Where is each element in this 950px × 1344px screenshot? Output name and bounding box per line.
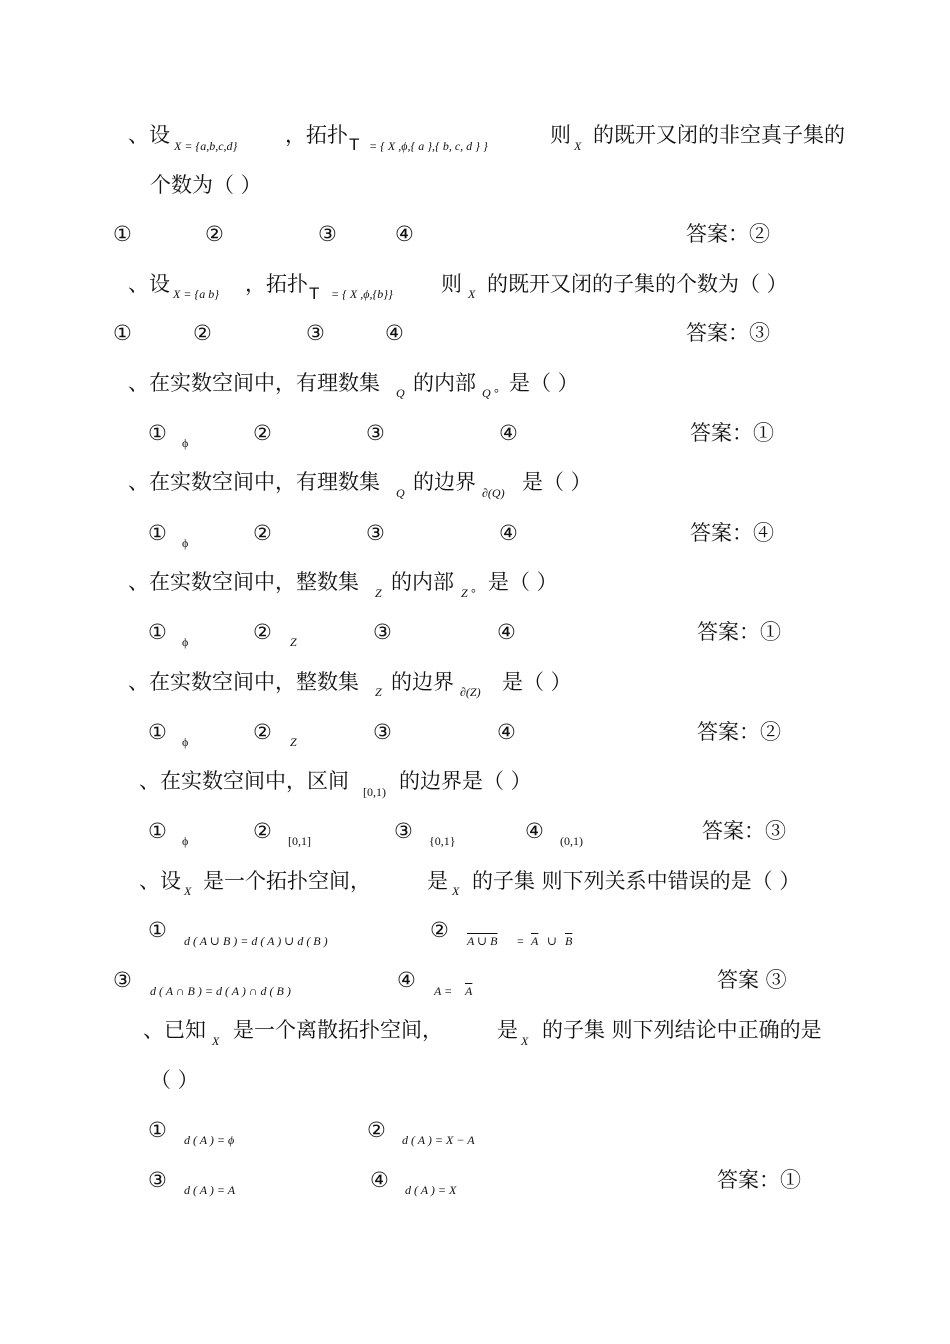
q4-option-2: ② (253, 521, 272, 545)
q4-boundary-label: 的边界 (413, 470, 476, 494)
q9-option-1-value: d ( A ) = ϕ (184, 1133, 235, 1147)
q5-text: 是（ ） (488, 570, 558, 594)
q2-option-1: ① (113, 321, 132, 345)
q9-option-4-value: d ( A ) = X (405, 1183, 457, 1197)
q5-interior: Z ° (461, 586, 476, 600)
q5-prefix: 、在实数空间中，整数集 (128, 570, 359, 594)
q1-option-1: ① (113, 222, 132, 246)
q8-option-4-lhs: A = (434, 984, 453, 998)
q6-option-3: ③ (373, 720, 392, 744)
q6-option-2: ② (253, 720, 272, 744)
q2-then: 则 (441, 272, 462, 296)
q6-option-1-value: ϕ (182, 735, 189, 749)
q1-option-2: ② (205, 222, 224, 246)
q8-option-2-closure-a: $\overline{A}$ (531, 934, 539, 948)
q6-z: Z (375, 685, 382, 699)
q4-answer: 答案：④ (690, 521, 774, 545)
q8-option-2-closure-union: A ∪ B (467, 934, 498, 948)
q9-option-4: ④ (370, 1168, 389, 1192)
q6-option-2-value: Z (290, 735, 297, 749)
q7-option-3: ③ (394, 819, 413, 843)
q9-option-2: ② (367, 1118, 386, 1142)
q4-option-1-value: ϕ (182, 536, 189, 550)
q9-line2: （ ） (150, 1068, 199, 1092)
q7-prefix: 、在实数空间中，区间 (139, 769, 349, 793)
q2-option-2: ② (193, 321, 212, 345)
q7-interval: [0,1) (363, 785, 386, 799)
q4-option-1: ① (148, 521, 167, 545)
q1-set: X = {a,b,c,d} (174, 139, 238, 153)
q6-prefix: 、在实数空间中，整数集 (128, 670, 359, 694)
q3-option-4: ④ (499, 421, 518, 445)
q3-interior: Q ° (482, 386, 499, 400)
q3-option-2: ② (253, 421, 272, 445)
q9-x2: X (521, 1034, 529, 1048)
q3-option-1: ① (148, 421, 167, 445)
q8-option-2-equals: = (517, 934, 524, 948)
q6-option-4: ④ (497, 720, 516, 744)
q3-answer: 答案：① (690, 421, 774, 445)
q1-topology-symbol: T (349, 135, 360, 154)
q2-option-3: ③ (306, 321, 325, 345)
q2-prefix: 、设 (128, 272, 170, 296)
q1-then: 则 (550, 123, 571, 147)
q2-option-4: ④ (385, 321, 404, 345)
q7-option-1-value: ϕ (182, 834, 189, 848)
q2-x: X (468, 287, 476, 301)
q1-line2: 个数为（ ） (150, 173, 262, 197)
q5-option-2-value: Z (290, 635, 297, 649)
q8-text: 的子集 则下列关系中错误的是（ ） (472, 869, 801, 893)
q4-prefix: 、在实数空间中，有理数集 (128, 470, 380, 494)
q6-boundary-label: 的边界 (391, 670, 454, 694)
q3-option-1-value: ϕ (182, 436, 189, 450)
q8-option-3-value: d ( A ∩ B ) = d ( A ) ∩ d ( B ) (150, 984, 291, 998)
q1-option-3: ③ (318, 222, 337, 246)
q9-space: 是一个离散拓扑空间， (233, 1018, 443, 1042)
q7-answer: 答案：③ (702, 819, 786, 843)
q9-x: X (212, 1034, 220, 1048)
q1-prefix: 、设 (128, 123, 170, 147)
q7-text: 的边界是（ ） (399, 769, 532, 793)
q8-option-3: ③ (113, 968, 132, 992)
q5-option-2: ② (253, 620, 272, 644)
q1-option-4: ④ (395, 222, 414, 246)
q3-prefix: 、在实数空间中，有理数集 (128, 371, 380, 395)
q4-q: Q (396, 486, 405, 500)
q9-option-3-value: d ( A ) = A (184, 1183, 236, 1197)
q7-option-4: ④ (525, 819, 544, 843)
q2-topology-symbol: T (309, 284, 320, 303)
q6-boundary: ∂(Z) (460, 685, 481, 699)
q2-topology-label: ，拓扑 (245, 272, 308, 296)
q3-interior-label: 的内部 (413, 371, 476, 395)
q8-is: 是 (427, 869, 448, 893)
q4-text: 是（ ） (522, 470, 592, 494)
q9-answer: 答案：① (717, 1168, 801, 1192)
q3-q: Q (396, 386, 405, 400)
q8-x: X (184, 884, 192, 898)
q4-option-4: ④ (499, 521, 518, 545)
q1-x: X (574, 139, 582, 153)
q6-answer: 答案：② (697, 720, 781, 744)
q8-prefix: 、设 (139, 869, 181, 893)
q8-option-2: ② (430, 918, 449, 942)
q5-option-1-value: ϕ (182, 635, 189, 649)
q2-text: 的既开又闭的子集的个数为（ ） (487, 272, 788, 296)
q8-x2: X (452, 884, 460, 898)
q8-space: 是一个拓扑空间， (203, 869, 371, 893)
q8-option-2-closure-b: $\overline{B}$ (565, 934, 573, 948)
q1-text: 的既开又闭的非空真子集的 (593, 123, 845, 147)
q5-option-3: ③ (373, 620, 392, 644)
q6-option-1: ① (148, 720, 167, 744)
q9-option-3: ③ (148, 1168, 167, 1192)
q4-option-3: ③ (366, 521, 385, 545)
q3-text: 是（ ） (509, 371, 579, 395)
q2-set: X = {a b} (173, 287, 220, 301)
q7-option-1: ① (148, 819, 167, 843)
q5-answer: 答案：① (697, 620, 781, 644)
q1-answer: 答案：② (686, 222, 770, 246)
q5-option-1: ① (148, 620, 167, 644)
q2-topology: = { X ,ϕ,{b}} (331, 287, 393, 301)
q9-option-1: ① (148, 1118, 167, 1142)
q8-answer: 答案 ③ (717, 968, 787, 992)
q5-interior-label: 的内部 (391, 570, 454, 594)
q8-option-1: ① (148, 918, 167, 942)
q9-is: 是 (497, 1018, 518, 1042)
q6-text: 是（ ） (502, 670, 572, 694)
q8-option-4: ④ (397, 968, 416, 992)
q4-boundary: ∂(Q) (482, 486, 505, 500)
q8-option-2-union: ∪ (547, 934, 558, 948)
q7-option-3-value: {0,1} (429, 834, 456, 848)
q8-option-1-value: d ( A ∪ B ) = d ( A ) ∪ d ( B ) (184, 934, 328, 948)
q2-answer: 答案：③ (686, 321, 770, 345)
q7-option-2-value: [0,1] (288, 834, 311, 848)
q1-topology-label: ，拓扑 (285, 123, 348, 147)
q7-option-4-value: (0,1) (560, 834, 583, 848)
q9-prefix: 、已知 (143, 1018, 206, 1042)
q5-option-4: ④ (497, 620, 516, 644)
q9-text: 的子集 则下列结论中正确的是 (542, 1018, 822, 1042)
q5-z: Z (375, 586, 382, 600)
q7-option-2: ② (253, 819, 272, 843)
q1-topology: = { X ,ϕ,{ a },{ b, c, d } } (369, 139, 488, 153)
q3-option-3: ③ (366, 421, 385, 445)
q8-option-4-closure: $\overline{A}$ (465, 984, 473, 998)
q9-option-2-value: d ( A ) = X − A (402, 1133, 475, 1147)
